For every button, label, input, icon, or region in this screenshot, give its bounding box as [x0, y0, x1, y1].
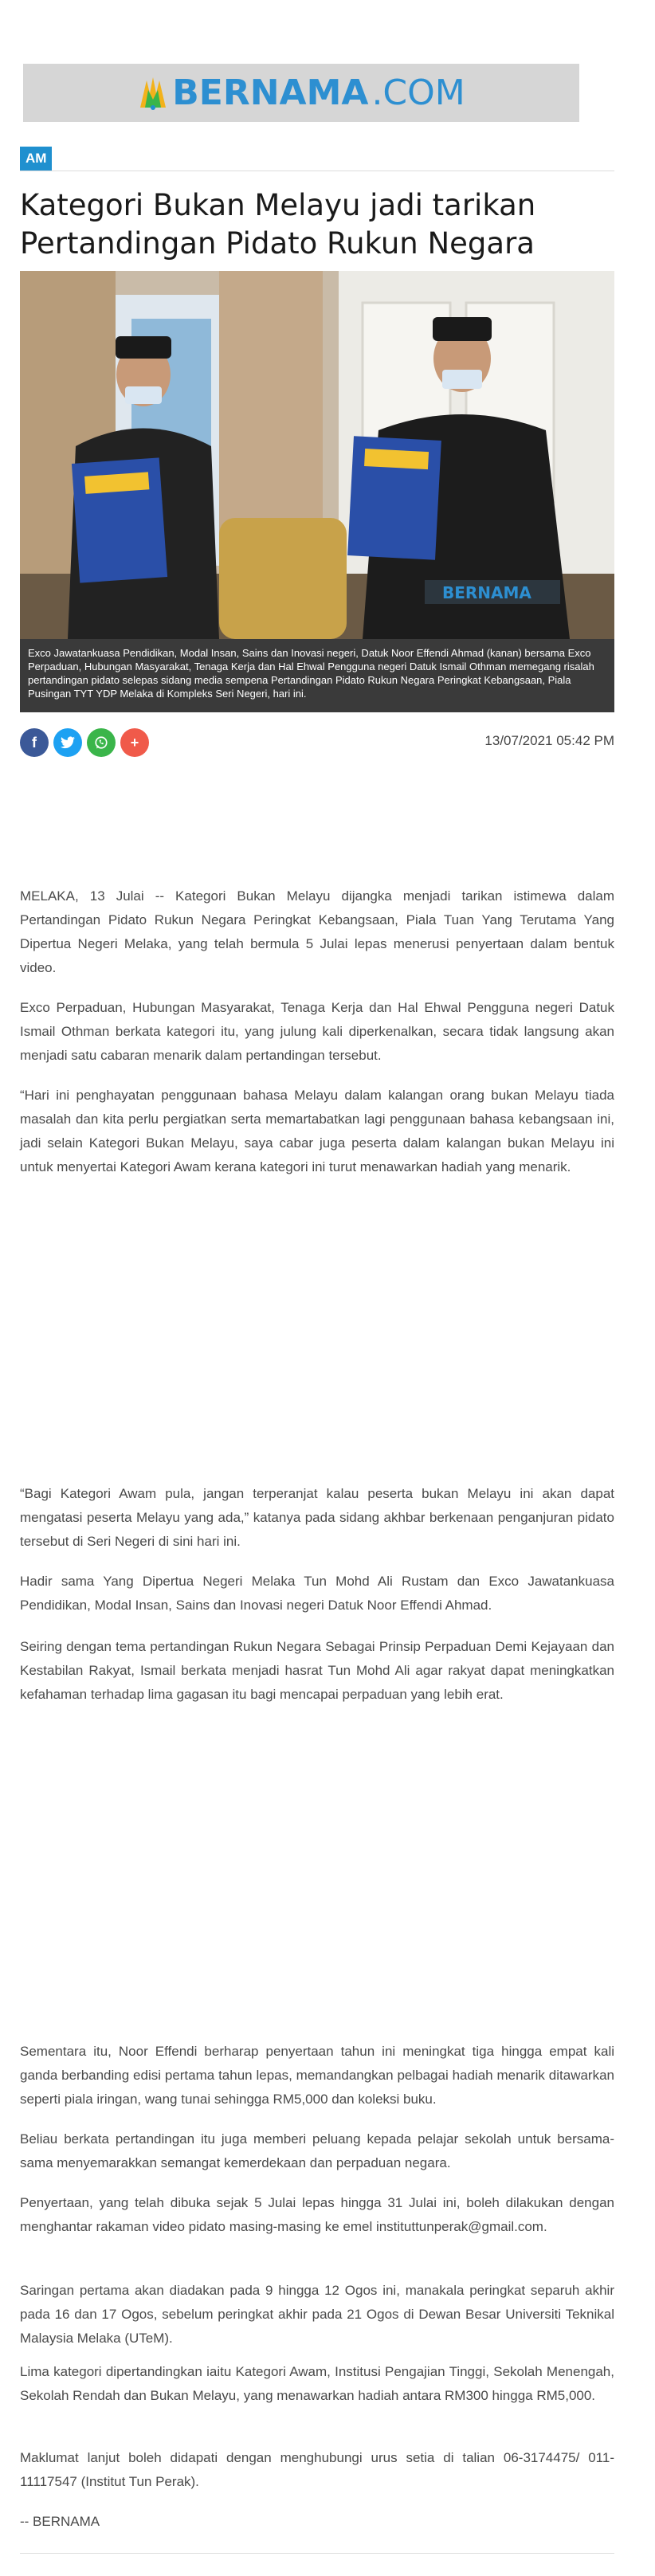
article-headline: Kategori Bukan Melayu jadi tarikan Pertandingan Pidato Rukun Negara: [20, 188, 536, 261]
publish-timestamp: 13/07/2021 05:42 PM: [484, 733, 614, 748]
article-paragraph: “Hari ini penghayatan penggunaan bahasa Melayu dalam kalangan orang bukan Melayu tiada masalah dan kita perlu pergiatkan serta memartabatkan lagi penggunaan bahasa kebangsaan ini, jadi selain Kategori Bukan Melayu, saya cabar juga peserta dalam kalangan bukan Melayu ini untuk menyertai Kategori Awam kerana kategori ini turut menawarkan hadiah yang menarik.: [20, 1088, 614, 1174]
logo-emblem-icon: [137, 76, 169, 111]
photo-watermark: BERNAMA: [442, 583, 531, 602]
whatsapp-share-button[interactable]: [87, 728, 116, 757]
logo-suffix-text: .COM: [371, 73, 465, 113]
article-paragraph: Seiring dengan tema pertandingan Rukun Negara Sebagai Prinsip Perpaduan Demi Kejayaan dan Kestabilan Rakyat, Ismail berkata menjadi hasrat Tun Mohd Ali agar rakyat dapat meningkatkan kefahaman terhadap lima gagasan itu bagi mencapai perpaduan yang lebih erat.: [20, 1639, 614, 1702]
article-paragraph: MELAKA, 13 Julai -- Kategori Bukan Melayu dijangka menjadi tarikan istimewa dalam Pertandingan Pidato Rukun Negara Peringkat Kebangsaan, Piala Tuan Yang Terutama Yang Dipertua Negeri Melaka, yang telah bermula 5 Julai lepas menerusi penyertaan dalam bentuk video.: [20, 888, 614, 975]
article-paragraph: Beliau berkata pertandingan itu juga memberi peluang kepada pelajar sekolah untuk bersama-sama menyemarakkan semangat kemerdekaan dan perpaduan negara.: [20, 2131, 614, 2170]
whatsapp-icon: [94, 735, 108, 750]
twitter-icon: [61, 736, 75, 749]
article-paragraph: Hadir sama Yang Dipertua Negeri Melaka Tun Mohd Ali Rustam dan Exco Jawatankuasa Pendidikan, Modal Insan, Sains dan Inovasi negeri Datuk Noor Effendi Ahmad.: [20, 1574, 614, 1613]
facebook-icon: f: [32, 734, 37, 751]
facebook-share-button[interactable]: [20, 728, 49, 757]
share-bar: [20, 728, 149, 757]
article-paragraph: Saringan pertama akan diadakan pada 9 hingga 12 Ogos ini, manakala peringkat separuh akhir pada 16 dan 17 Ogos, sebelum peringkat akhir pada 21 Ogos di Dewan Besar Universiti Teknikal Malaysia Melaka (UTeM).: [20, 2283, 614, 2346]
article-byline: -- BERNAMA: [20, 2514, 100, 2529]
article-paragraph: Lima kategori dipertandingkan iaitu Kategori Awam, Institusi Pengajian Tinggi, Sekolah Menengah, Sekolah Rendah dan Bukan Melayu, yang menawarkan hadiah antara RM300 hingga RM5,000.: [20, 2364, 614, 2403]
site-banner[interactable]: [23, 64, 579, 122]
section-tag[interactable]: AM: [20, 147, 52, 171]
more-share-icon: +: [130, 734, 139, 751]
bernama-logo[interactable]: [137, 73, 465, 113]
photo-caption: Exco Jawatankuasa Pendidikan, Modal Insan, Sains dan Inovasi negeri, Datuk Noor Effendi Ahmad (kanan) bersama Exco Perpaduan, Hubungan Masyarakat, Tenaga Kerja dan Hal Ehwal Pengguna negeri Datuk Ismail Othman memegang risalah pertandingan pidato selepas sidang media sempena Pertandingan Pidato Rukun Negara Peringkat Kebangsaan, Piala Pusingan TYT YDP Melaka di Kompleks Seri Negeri, hari ini.: [20, 639, 614, 712]
article-paragraph: “Bagi Kategori Awam pula, jangan terperanjat kalau peserta bukan Melayu ini akan dapat mengatasi peserta Melayu yang ada,” katanya pada sidang akhbar berkenaan penganjuran pidato tersebut di Seri Negeri di sini hari ini.: [20, 1486, 614, 1549]
twitter-share-button[interactable]: [53, 728, 82, 757]
article-end-divider: [20, 2553, 614, 2554]
article-paragraph: Maklumat lanjut boleh didapati dengan menghubungi urus setia di talian 06-3174475/ 011-11117547 (Institut Tun Perak).: [20, 2450, 614, 2489]
logo-brand-text: BERNAMA: [172, 73, 369, 113]
article-paragraph: Exco Perpaduan, Hubungan Masyarakat, Tenaga Kerja dan Hal Ehwal Pengguna negeri Datuk Ismail Othman berkata kategori itu, yang julung kali diperkenalkan, secara tidak langsung akan menjadi satu cabaran menarik dalam pertandingan tersebut.: [20, 1000, 614, 1063]
more-share-button[interactable]: [120, 728, 149, 757]
article-paragraph: Sementara itu, Noor Effendi berharap penyertaan tahun ini meningkat tiga hingga empat kali ganda berbanding edisi pertama tahun lepas, memandangkan pelbagai hadiah menarik ditawarkan seperti piala iringan, wang tunai sehingga RM5,000 dan koleksi buku.: [20, 2044, 614, 2107]
article-photo: [20, 271, 614, 639]
article-paragraph: Penyertaan, yang telah dibuka sejak 5 Julai lepas hingga 31 Julai ini, boleh dilakukan dengan menghantar rakaman video pidato masing-masing ke emel instituttunperak@gmail.com.: [20, 2195, 614, 2234]
